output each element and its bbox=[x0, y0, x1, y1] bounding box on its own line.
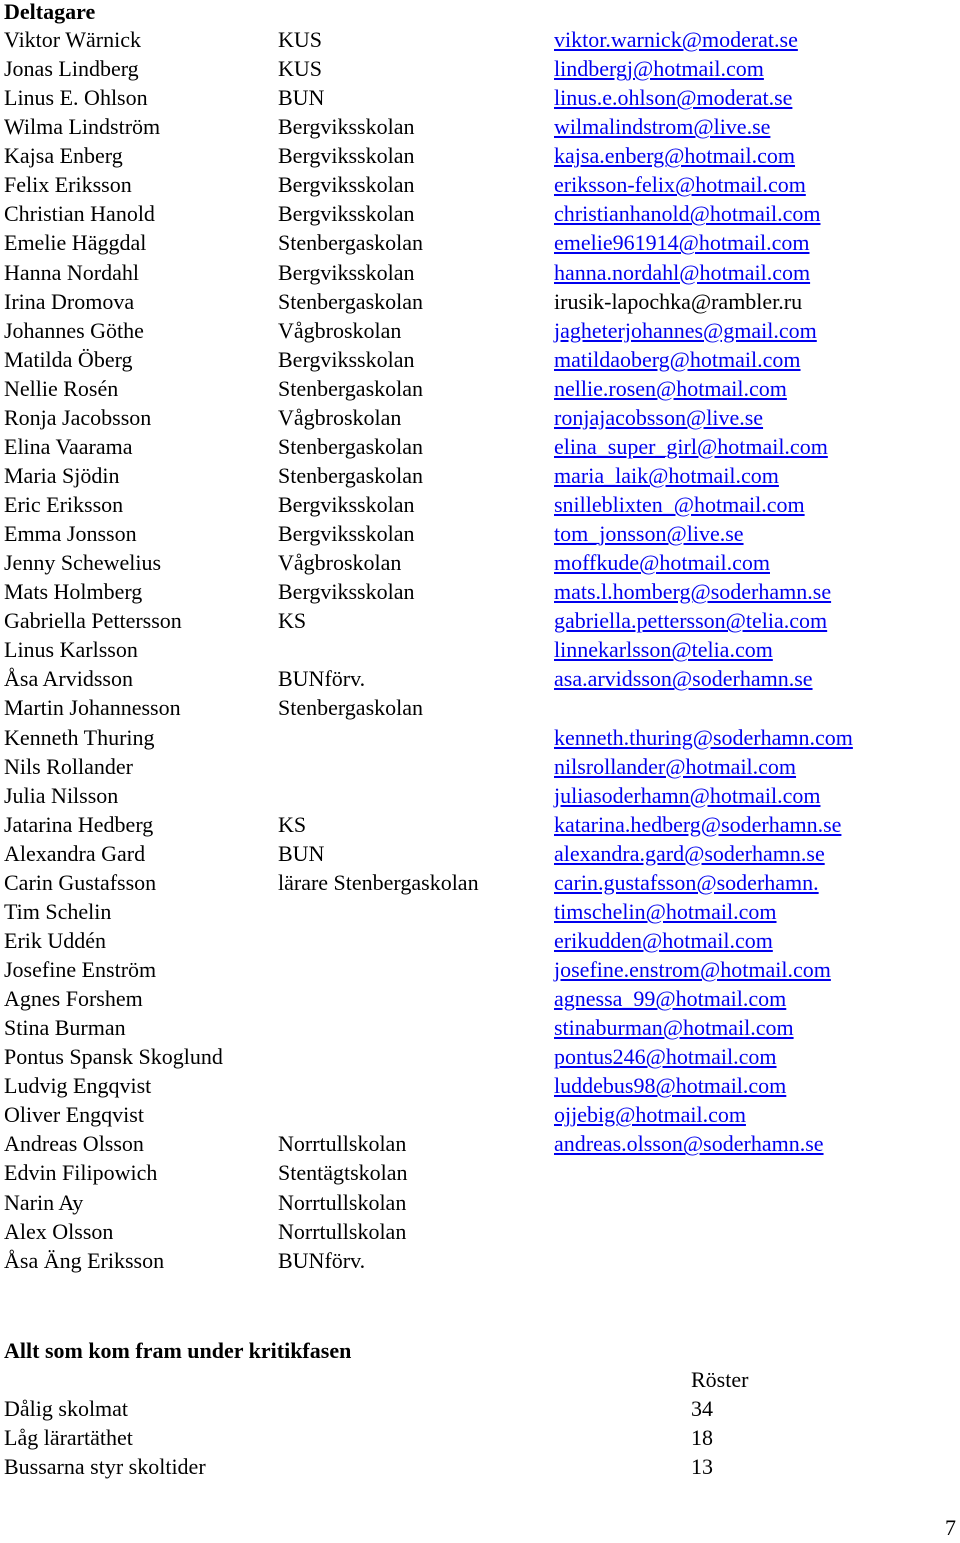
participant-row bbox=[4, 723, 954, 752]
participant-school: Norrtullskolan bbox=[278, 1189, 407, 1215]
participant-row bbox=[4, 868, 954, 897]
participant-name: Erik Uddén bbox=[4, 927, 107, 953]
participant-email[interactable]: carin.gustafsson@soderhamn. bbox=[554, 869, 819, 895]
participant-name: Eric Eriksson bbox=[4, 492, 124, 517]
participant-row bbox=[4, 141, 954, 170]
participant-school: Stenbergaskolan bbox=[278, 433, 424, 459]
participant-name: Josefine Enström bbox=[4, 957, 157, 982]
participant-row bbox=[4, 1246, 954, 1275]
participant-name: Ludvig Engqvist bbox=[4, 1073, 152, 1099]
participant-row bbox=[4, 490, 954, 519]
participant-email[interactable]: stinaburman@hotmail.com bbox=[554, 1015, 794, 1041]
participant-row bbox=[4, 752, 954, 781]
participant-school: Stenbergaskolan bbox=[278, 288, 424, 314]
participant-email[interactable]: asa.arvidsson@soderhamn.se bbox=[554, 666, 813, 692]
participant-email[interactable]: andreas.olsson@soderhamn.se bbox=[554, 1131, 824, 1157]
participant-row bbox=[4, 606, 954, 635]
participant-email[interactable]: kajsa.enberg@hotmail.com bbox=[554, 143, 796, 169]
participant-email[interactable]: ronjajacobsson@live.se bbox=[554, 404, 764, 430]
participant-school: Stenbergaskolan bbox=[278, 375, 424, 401]
participant-email[interactable]: kenneth.thuring@soderhamn.com bbox=[554, 724, 853, 750]
participant-name: Pontus Spansk Skoglund bbox=[4, 1044, 223, 1070]
participant-name: Åsa Arvidsson bbox=[4, 666, 133, 692]
participant-email[interactable]: hanna.nordahl@hotmail.com bbox=[554, 259, 811, 285]
criticism-item bbox=[4, 1394, 954, 1423]
participant-name: Linus Karlsson bbox=[4, 637, 138, 663]
participant-email[interactable]: snilleblixten_@hotmail.com bbox=[554, 492, 805, 517]
participant-email[interactable]: erikudden@hotmail.com bbox=[554, 927, 773, 953]
participant-email[interactable]: nellie.rosen@hotmail.com bbox=[554, 375, 787, 401]
page-number: 7 bbox=[945, 1515, 956, 1540]
participant-name: Alexandra Gard bbox=[4, 840, 146, 866]
participant-school: lärare Stenbergaskolan bbox=[278, 869, 479, 895]
participant-row bbox=[4, 258, 954, 287]
participant-name: Kenneth Thuring bbox=[4, 724, 155, 750]
participant-name: Nils Rollander bbox=[4, 753, 133, 779]
criticism-label: Bussarna styr skoltider bbox=[4, 1454, 206, 1479]
participant-email[interactable]: nilsrollander@hotmail.com bbox=[554, 753, 797, 779]
participant-row bbox=[4, 1100, 954, 1129]
participant-name: Jenny Schewelius bbox=[4, 550, 162, 576]
participant-school: Stentägtskolan bbox=[278, 1160, 408, 1186]
participant-name: Carin Gustafsson bbox=[4, 869, 157, 895]
participant-email[interactable]: emelie961914@hotmail.com bbox=[554, 230, 810, 256]
participant-name: Jatarina Hedberg bbox=[4, 811, 154, 837]
participant-school: BUNförv. bbox=[278, 666, 366, 692]
participant-email[interactable]: katarina.hedberg@soderhamn.se bbox=[554, 811, 842, 837]
participant-school: Stenbergaskolan bbox=[278, 695, 424, 721]
participant-row bbox=[4, 287, 954, 316]
participant-row bbox=[4, 345, 954, 374]
participant-name: Kajsa Enberg bbox=[4, 143, 123, 169]
participant-email[interactable]: josefine.enstrom@hotmail.com bbox=[554, 957, 831, 982]
participant-name: Alex Olsson bbox=[4, 1218, 114, 1244]
participant-school: BUNförv. bbox=[278, 1247, 366, 1273]
participant-school: Bergviksskolan bbox=[278, 143, 415, 169]
participant-row bbox=[4, 926, 954, 955]
participant-row bbox=[4, 984, 954, 1013]
participant-name: Linus E. Ohlson bbox=[4, 85, 148, 111]
participant-row bbox=[4, 693, 954, 722]
participant-row bbox=[4, 781, 954, 810]
participant-name: Maria Sjödin bbox=[4, 462, 120, 488]
participant-row bbox=[4, 54, 954, 83]
participant-row bbox=[4, 577, 954, 606]
participant-school: Stenbergaskolan bbox=[278, 230, 424, 256]
participant-email[interactable]: agnessa_99@hotmail.com bbox=[554, 986, 787, 1012]
votes-header: Röster bbox=[691, 1367, 749, 1392]
participant-row bbox=[4, 1071, 954, 1100]
participant-row bbox=[4, 519, 954, 548]
participant-name: Gabriella Pettersson bbox=[4, 608, 182, 634]
participant-row bbox=[4, 664, 954, 693]
participant-email[interactable]: wilmalindstrom@live.se bbox=[554, 114, 771, 140]
participant-list bbox=[4, 25, 954, 1275]
participant-name: Wilma Lindström bbox=[4, 114, 161, 140]
participant-name: Emelie Häggdal bbox=[4, 230, 147, 256]
participant-school: Vågbroskolan bbox=[278, 317, 402, 343]
criticism-label: Dålig skolmat bbox=[4, 1396, 129, 1421]
criticism-heading-row bbox=[4, 1336, 954, 1365]
participant-email[interactable]: elina_super_girl@hotmail.com bbox=[554, 433, 828, 459]
participant-email[interactable]: matildaoberg@hotmail.com bbox=[554, 346, 801, 372]
participant-email[interactable]: eriksson-felix@hotmail.com bbox=[554, 172, 806, 198]
participant-school: Bergviksskolan bbox=[278, 521, 415, 547]
participant-name: Oliver Engqvist bbox=[4, 1102, 144, 1128]
participant-school: Bergviksskolan bbox=[278, 259, 415, 285]
participant-name: Andreas Olsson bbox=[4, 1131, 144, 1157]
participant-name: Julia Nilsson bbox=[4, 782, 119, 808]
participant-email[interactable]: juliasoderhamn@hotmail.com bbox=[554, 782, 821, 808]
participant-email[interactable]: moffkude@hotmail.com bbox=[554, 550, 770, 576]
criticism-item bbox=[4, 1423, 954, 1452]
participant-row bbox=[4, 1158, 954, 1187]
participant-name: Åsa Äng Eriksson bbox=[4, 1247, 165, 1273]
participant-row bbox=[4, 228, 954, 257]
participant-name: Narin Ay bbox=[4, 1189, 84, 1215]
participant-name: Emma Jonsson bbox=[4, 521, 137, 547]
participant-email[interactable]: linus.e.ohlson@moderat.se bbox=[554, 85, 793, 111]
participant-email[interactable]: pontus246@hotmail.com bbox=[554, 1044, 777, 1070]
participant-email[interactable]: mats.l.homberg@soderhamn.se bbox=[554, 579, 832, 605]
participant-row bbox=[4, 839, 954, 868]
participants-heading: Deltagare bbox=[4, 0, 96, 24]
participant-row bbox=[4, 374, 954, 403]
participant-name: Matilda Öberg bbox=[4, 346, 133, 372]
participant-name: Felix Eriksson bbox=[4, 172, 132, 198]
participant-school: Stenbergaskolan bbox=[278, 462, 424, 488]
participant-row bbox=[4, 955, 954, 984]
participant-name: Elina Vaarama bbox=[4, 433, 133, 459]
participant-row bbox=[4, 1129, 954, 1158]
participant-school: Vågbroskolan bbox=[278, 550, 402, 576]
participant-school: Bergviksskolan bbox=[278, 172, 415, 198]
criticism-item bbox=[4, 1452, 954, 1481]
participant-row bbox=[4, 112, 954, 141]
participant-name: Jonas Lindberg bbox=[4, 56, 139, 82]
participant-row bbox=[4, 432, 954, 461]
participant-row bbox=[4, 1217, 954, 1246]
participant-name: Hanna Nordahl bbox=[4, 259, 140, 285]
participant-row bbox=[4, 199, 954, 228]
participant-school: Bergviksskolan bbox=[278, 579, 415, 605]
participant-row bbox=[4, 25, 954, 54]
participant-email[interactable]: tom_jonsson@live.se bbox=[554, 521, 744, 547]
participant-email[interactable]: timschelin@hotmail.com bbox=[554, 898, 777, 924]
criticism-list bbox=[4, 1394, 954, 1481]
participant-name: Edvin Filipowich bbox=[4, 1160, 158, 1186]
participant-email[interactable]: linnekarlsson@telia.com bbox=[554, 637, 773, 663]
participant-school: Vågbroskolan bbox=[278, 404, 402, 430]
participant-name: Viktor Wärnick bbox=[4, 27, 141, 52]
participant-school: Bergviksskolan bbox=[278, 201, 415, 227]
participant-name: Martin Johannesson bbox=[4, 695, 181, 721]
participant-school: Bergviksskolan bbox=[278, 114, 415, 140]
criticism-heading: Allt som kom fram under kritikfasen bbox=[4, 1338, 352, 1363]
votes-header-row bbox=[4, 1365, 954, 1394]
participant-row bbox=[4, 1042, 954, 1071]
participant-name: Ronja Jacobsson bbox=[4, 404, 152, 430]
participant-name: Christian Hanold bbox=[4, 201, 155, 227]
participant-name: Mats Holmberg bbox=[4, 579, 143, 605]
participant-school: Bergviksskolan bbox=[278, 346, 415, 372]
participant-email[interactable]: luddebus98@hotmail.com bbox=[554, 1073, 787, 1099]
participant-row bbox=[4, 810, 954, 839]
participant-email[interactable]: maria_laik@hotmail.com bbox=[554, 462, 779, 488]
participant-row bbox=[4, 1188, 954, 1217]
participant-name: Nellie Rosén bbox=[4, 375, 119, 401]
participant-school: BUN bbox=[278, 840, 325, 866]
participant-name: Irina Dromova bbox=[4, 288, 135, 314]
participant-row bbox=[4, 403, 954, 432]
participant-row bbox=[4, 316, 954, 345]
participant-email[interactable]: lindbergj@hotmail.com bbox=[554, 56, 764, 82]
participant-row bbox=[4, 548, 954, 577]
participant-school: KUS bbox=[278, 27, 323, 52]
participant-email[interactable]: jagheterjohannes@gmail.com bbox=[554, 317, 817, 343]
participant-row bbox=[4, 1013, 954, 1042]
participant-row bbox=[4, 170, 954, 199]
criticism-votes: 34 bbox=[691, 1396, 713, 1421]
criticism-label: Låg lärartäthet bbox=[4, 1425, 133, 1450]
participant-school: Bergviksskolan bbox=[278, 492, 415, 517]
participant-email[interactable]: ojjebig@hotmail.com bbox=[554, 1102, 746, 1128]
participant-email[interactable]: alexandra.gard@soderhamn.se bbox=[554, 840, 825, 866]
participant-name: Stina Burman bbox=[4, 1015, 126, 1041]
participant-school: KS bbox=[278, 608, 307, 634]
participant-email[interactable]: christianhanold@hotmail.com bbox=[554, 201, 821, 227]
participant-email[interactable]: gabriella.pettersson@telia.com bbox=[554, 608, 828, 634]
participant-email: irusik-lapochka@rambler.ru bbox=[554, 288, 803, 314]
participant-school: Norrtullskolan bbox=[278, 1131, 407, 1157]
participant-name: Tim Schelin bbox=[4, 898, 112, 924]
criticism-votes: 13 bbox=[691, 1454, 713, 1479]
participant-email[interactable]: viktor.warnick@moderat.se bbox=[554, 27, 798, 52]
criticism-section bbox=[4, 1336, 954, 1481]
participant-name: Johannes Göthe bbox=[4, 317, 144, 343]
participant-school: Norrtullskolan bbox=[278, 1218, 407, 1244]
participant-school: KS bbox=[278, 811, 307, 837]
criticism-votes: 18 bbox=[691, 1425, 713, 1450]
participant-row bbox=[4, 461, 954, 490]
participant-school: BUN bbox=[278, 85, 325, 111]
participant-row bbox=[4, 897, 954, 926]
participant-row bbox=[4, 635, 954, 664]
participant-school: KUS bbox=[278, 56, 323, 82]
participant-row bbox=[4, 83, 954, 112]
participant-name: Agnes Forshem bbox=[4, 986, 143, 1012]
